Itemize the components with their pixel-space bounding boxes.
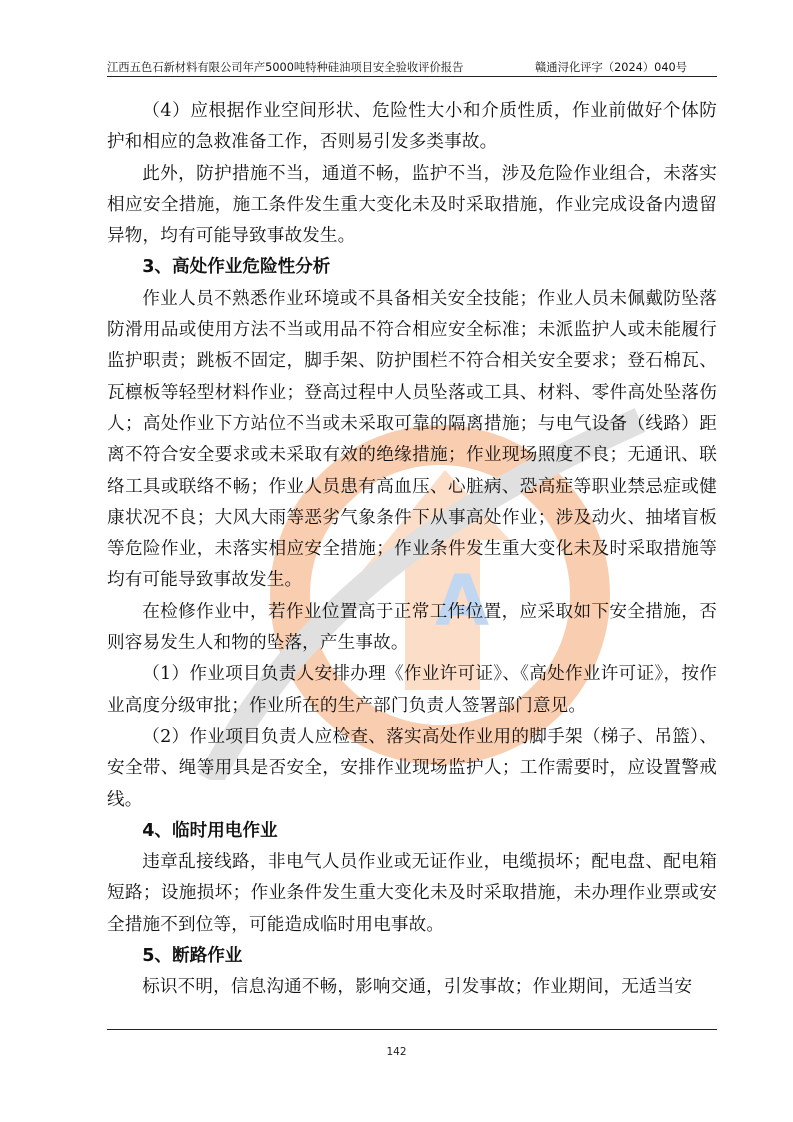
paragraph-protective-preparation: （4）应根据作业空间形状、危险性大小和介质性质，作业前做好个体防护和相应的急救准备工作，否则易引发多类事故。 [107, 101, 717, 153]
section-heading-temporary-electricity: 4、临时用电作业 [142, 820, 278, 841]
paragraph-maintenance-measures: 在检修作业中，若作业位置高于正常工作位置，应采取如下安全措施，否则容易发生人和物的坠落，产生事故。 [107, 601, 717, 654]
paragraph-measure-1: （1）作业项目负责人安排办理《作业许可证》、《高处作业许可证》，按作业高度分级审批；作业所在的生产部门负责人签署部门意见。 [107, 664, 717, 716]
section-heading-height-work: 3、高处作业危险性分析 [142, 257, 331, 278]
page-number: 142 [386, 1046, 407, 1058]
footer-divider [107, 1029, 717, 1030]
report-body [107, 96, 717, 1004]
section-heading-road-break: 5、断路作业 [142, 946, 243, 967]
header-document-number: 赣通浔化评字（2024）040号 [535, 61, 687, 74]
paragraph-road-break: 标识不明，信息沟通不畅，影响交通，引发事故；作业期间，无适当安 [142, 977, 693, 998]
paragraph-measure-2: （2）作业项目负责人应检查、落实高处作业用的脚手架（梯子、吊篮）、安全带、绳等用具是否安全，安排作业现场监护人；工作需要时，应设置警戒线。 [107, 726, 717, 810]
paragraph-other-risks: 此外，防护措施不当，通道不畅，监护不当，涉及危险作业组合，未落实相应安全措施，施工条件发生重大变化未及时采取措施，作业完成设备内遗留异物，均有可能导致事故发生。 [107, 163, 717, 247]
header-report-title: 江西五色石新材料有限公司年产5000吨特种硅油项目安全验收评价报告 [107, 61, 464, 74]
paragraph-temporary-electricity: 违章乱接线路，非电气人员作业或无证作业，电缆损坏；配电盘、配电箱短路；设施损坏；作业条件发生重大变化未及时采取措施，未办理作业票或安全措施不到位等，可能造成临时用电事故。 [107, 852, 717, 935]
watermark-letter: A [435, 560, 490, 642]
paragraph-height-work-hazards: 作业人员不熟悉作业环境或不具备相关安全技能；作业人员未佩戴防坠落防滑用品或使用方法不当或用品不符合相应安全标准；未派监护人或未能履行监护职责；跳板不固定，脚手架、防护围栏不符合相关安全要求；登石棉瓦、瓦檩板等轻型材料作业；登高过程中人员坠落或工具、材料、零件高处坠落伤人；高处作业下方站位不当或未采取可靠的隔离措施；与电气设备（线路）距离不符合安全要求或未采取有效的绝缘措施；作业现场照度不良；无通讯、联络工具或联络不畅；作业人员患有高血压、心脏病、恐高症等职业禁忌症或健康状况不良；大风大雨等恶劣气象条件下从事高处作业；涉及动火、抽堵盲板等危险作业，未落实相应安全措施；作业条件发生重大变化未及时采取措施等均有可能导致事故发生。 [107, 288, 717, 591]
page-header [107, 59, 717, 77]
